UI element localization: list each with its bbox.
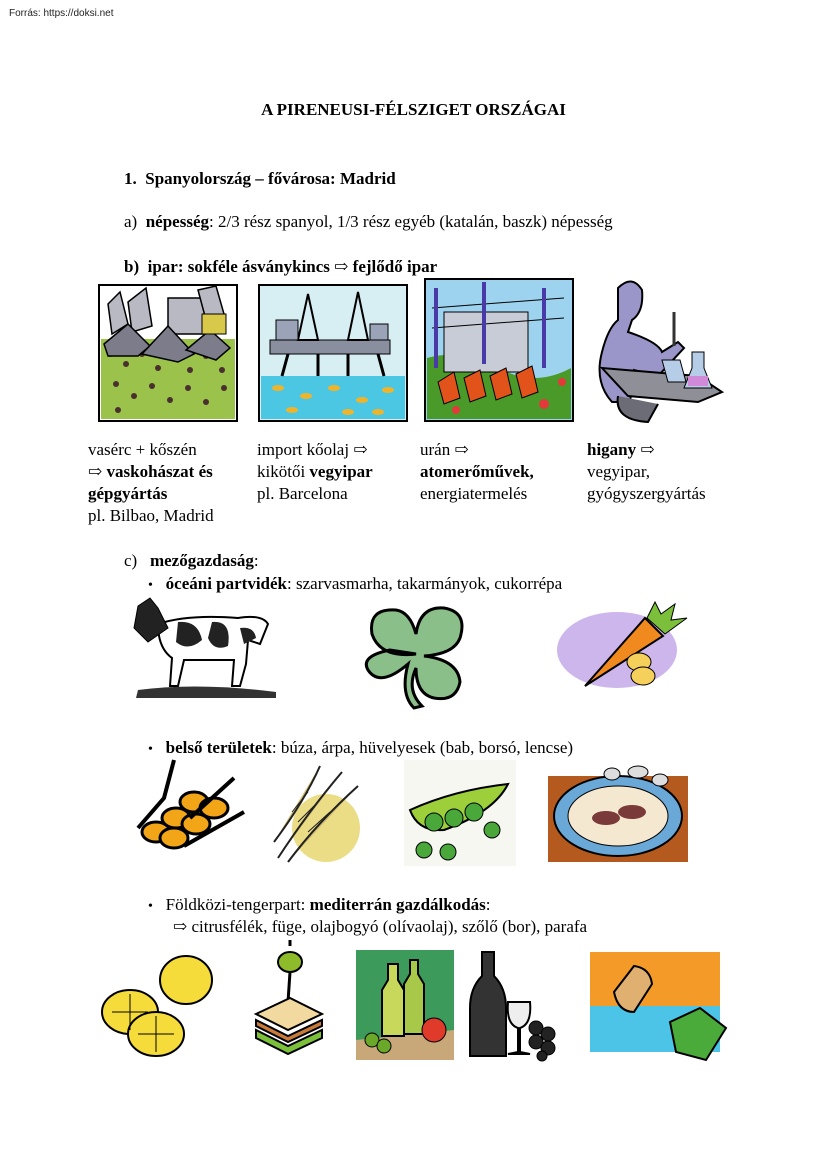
bullet-icon: • <box>148 742 153 757</box>
factory-smoke-icon <box>98 284 238 422</box>
caption-text: vasérc + kőszén <box>88 440 197 459</box>
arrow-icon: ⇨ <box>640 440 655 459</box>
caption-uranium <box>420 439 580 505</box>
caption-text <box>420 439 580 461</box>
caption-text <box>88 461 258 483</box>
item-letter-c: c) <box>124 551 138 570</box>
inner-line <box>148 738 573 758</box>
pea-pod-icon <box>404 760 516 866</box>
caption-bold: atomerőművek, <box>420 462 534 481</box>
arrow-icon: ⇨ <box>454 440 469 459</box>
caption-text: gyógyszergyártás <box>587 484 706 503</box>
arrow-icon: ⇨ <box>88 462 103 481</box>
oil-bottles-icon <box>356 950 454 1060</box>
industry-heading-2: fejlődő ipar <box>352 257 438 276</box>
agriculture-label: mezőgazdaság <box>149 551 254 570</box>
caption-iron <box>88 439 258 527</box>
caption-text: pl. Barcelona <box>257 484 348 503</box>
section-title: Spanyolország – fővárosa: Madrid <box>145 169 396 188</box>
arrow-icon: ⇨ <box>173 917 188 936</box>
colon: : <box>485 895 491 914</box>
page-title: A PIRENEUSI-FÉLSZIGET ORSZÁGAI <box>261 100 566 119</box>
olive-sandwich-icon <box>250 940 326 1056</box>
agriculture-line <box>124 551 259 571</box>
caption-mercury <box>587 439 747 505</box>
cork-bottle-icon <box>590 952 730 1064</box>
population-line <box>124 212 613 232</box>
industry-line <box>124 257 437 277</box>
mediterranean-label: mediterrán gazdálkodás <box>309 895 486 914</box>
caption-text <box>257 461 417 483</box>
dish-icon <box>548 762 688 862</box>
mediterranean-pre: Földközi-tengerpart: <box>165 895 310 914</box>
wine-grapes-icon <box>466 948 556 1062</box>
carrot-icon <box>555 596 695 692</box>
arrow-icon: ⇨ <box>353 440 368 459</box>
section-heading <box>124 169 396 189</box>
oceanic-text: : szarvasmarha, takarmányok, cukorrépa <box>287 574 563 593</box>
clover-icon <box>360 598 472 710</box>
mediterranean-products <box>173 917 587 937</box>
caption-bold: vaskohászat és <box>106 462 213 481</box>
colon: : <box>253 551 259 570</box>
caption-text: kikötői <box>257 462 306 481</box>
oil-platform-icon <box>258 284 408 422</box>
caption-bold: gépgyártás <box>88 484 168 503</box>
arrow-icon: ⇨ <box>334 257 349 276</box>
inner-label: belső területek <box>165 738 272 757</box>
bullet-icon: • <box>148 899 153 914</box>
inner-text: : búza, árpa, hüvelyesek (bab, borsó, lencse) <box>271 738 574 757</box>
caption-text: import kőolaj <box>257 440 350 459</box>
mediterranean-line <box>148 895 491 915</box>
caption-text: urán <box>420 440 451 459</box>
cow-icon <box>128 594 278 700</box>
caption-text <box>257 439 417 461</box>
lemon-icon <box>100 950 216 1060</box>
section-number: 1. <box>124 169 137 188</box>
wheat-icon <box>134 758 246 852</box>
caption-oil <box>257 439 417 505</box>
caption-text: pl. Bilbao, Madrid <box>88 506 214 525</box>
caption-text <box>587 439 747 461</box>
bullet-icon: • <box>148 578 153 593</box>
population-text: : 2/3 rész spanyol, 1/3 rész egyéb (katalán, baszk) népesség <box>209 212 613 231</box>
industry-heading-1: ipar: sokféle ásványkincs <box>147 257 330 276</box>
chemist-icon <box>588 272 730 426</box>
source-note: Forrás: https://doksi.net <box>9 8 114 19</box>
barley-icon <box>268 762 364 866</box>
item-letter-b: b) <box>124 257 140 276</box>
caption-bold: vegyipar <box>309 462 373 481</box>
oceanic-line <box>148 574 562 594</box>
oceanic-label: óceáni partvidék <box>165 574 288 593</box>
mediterranean-text: citrusfélék, füge, olajbogyó (olívaolaj), szőlő (bor), parafa <box>191 917 588 936</box>
caption-text: vegyipar, <box>587 462 651 481</box>
caption-bold: higany <box>587 440 637 459</box>
caption-text: energiatermelés <box>420 484 528 503</box>
power-plant-icon <box>424 278 574 422</box>
item-letter-a: a) <box>124 212 138 231</box>
population-label: népesség <box>145 212 209 231</box>
caption-text <box>88 483 258 505</box>
caption-text <box>420 461 580 483</box>
